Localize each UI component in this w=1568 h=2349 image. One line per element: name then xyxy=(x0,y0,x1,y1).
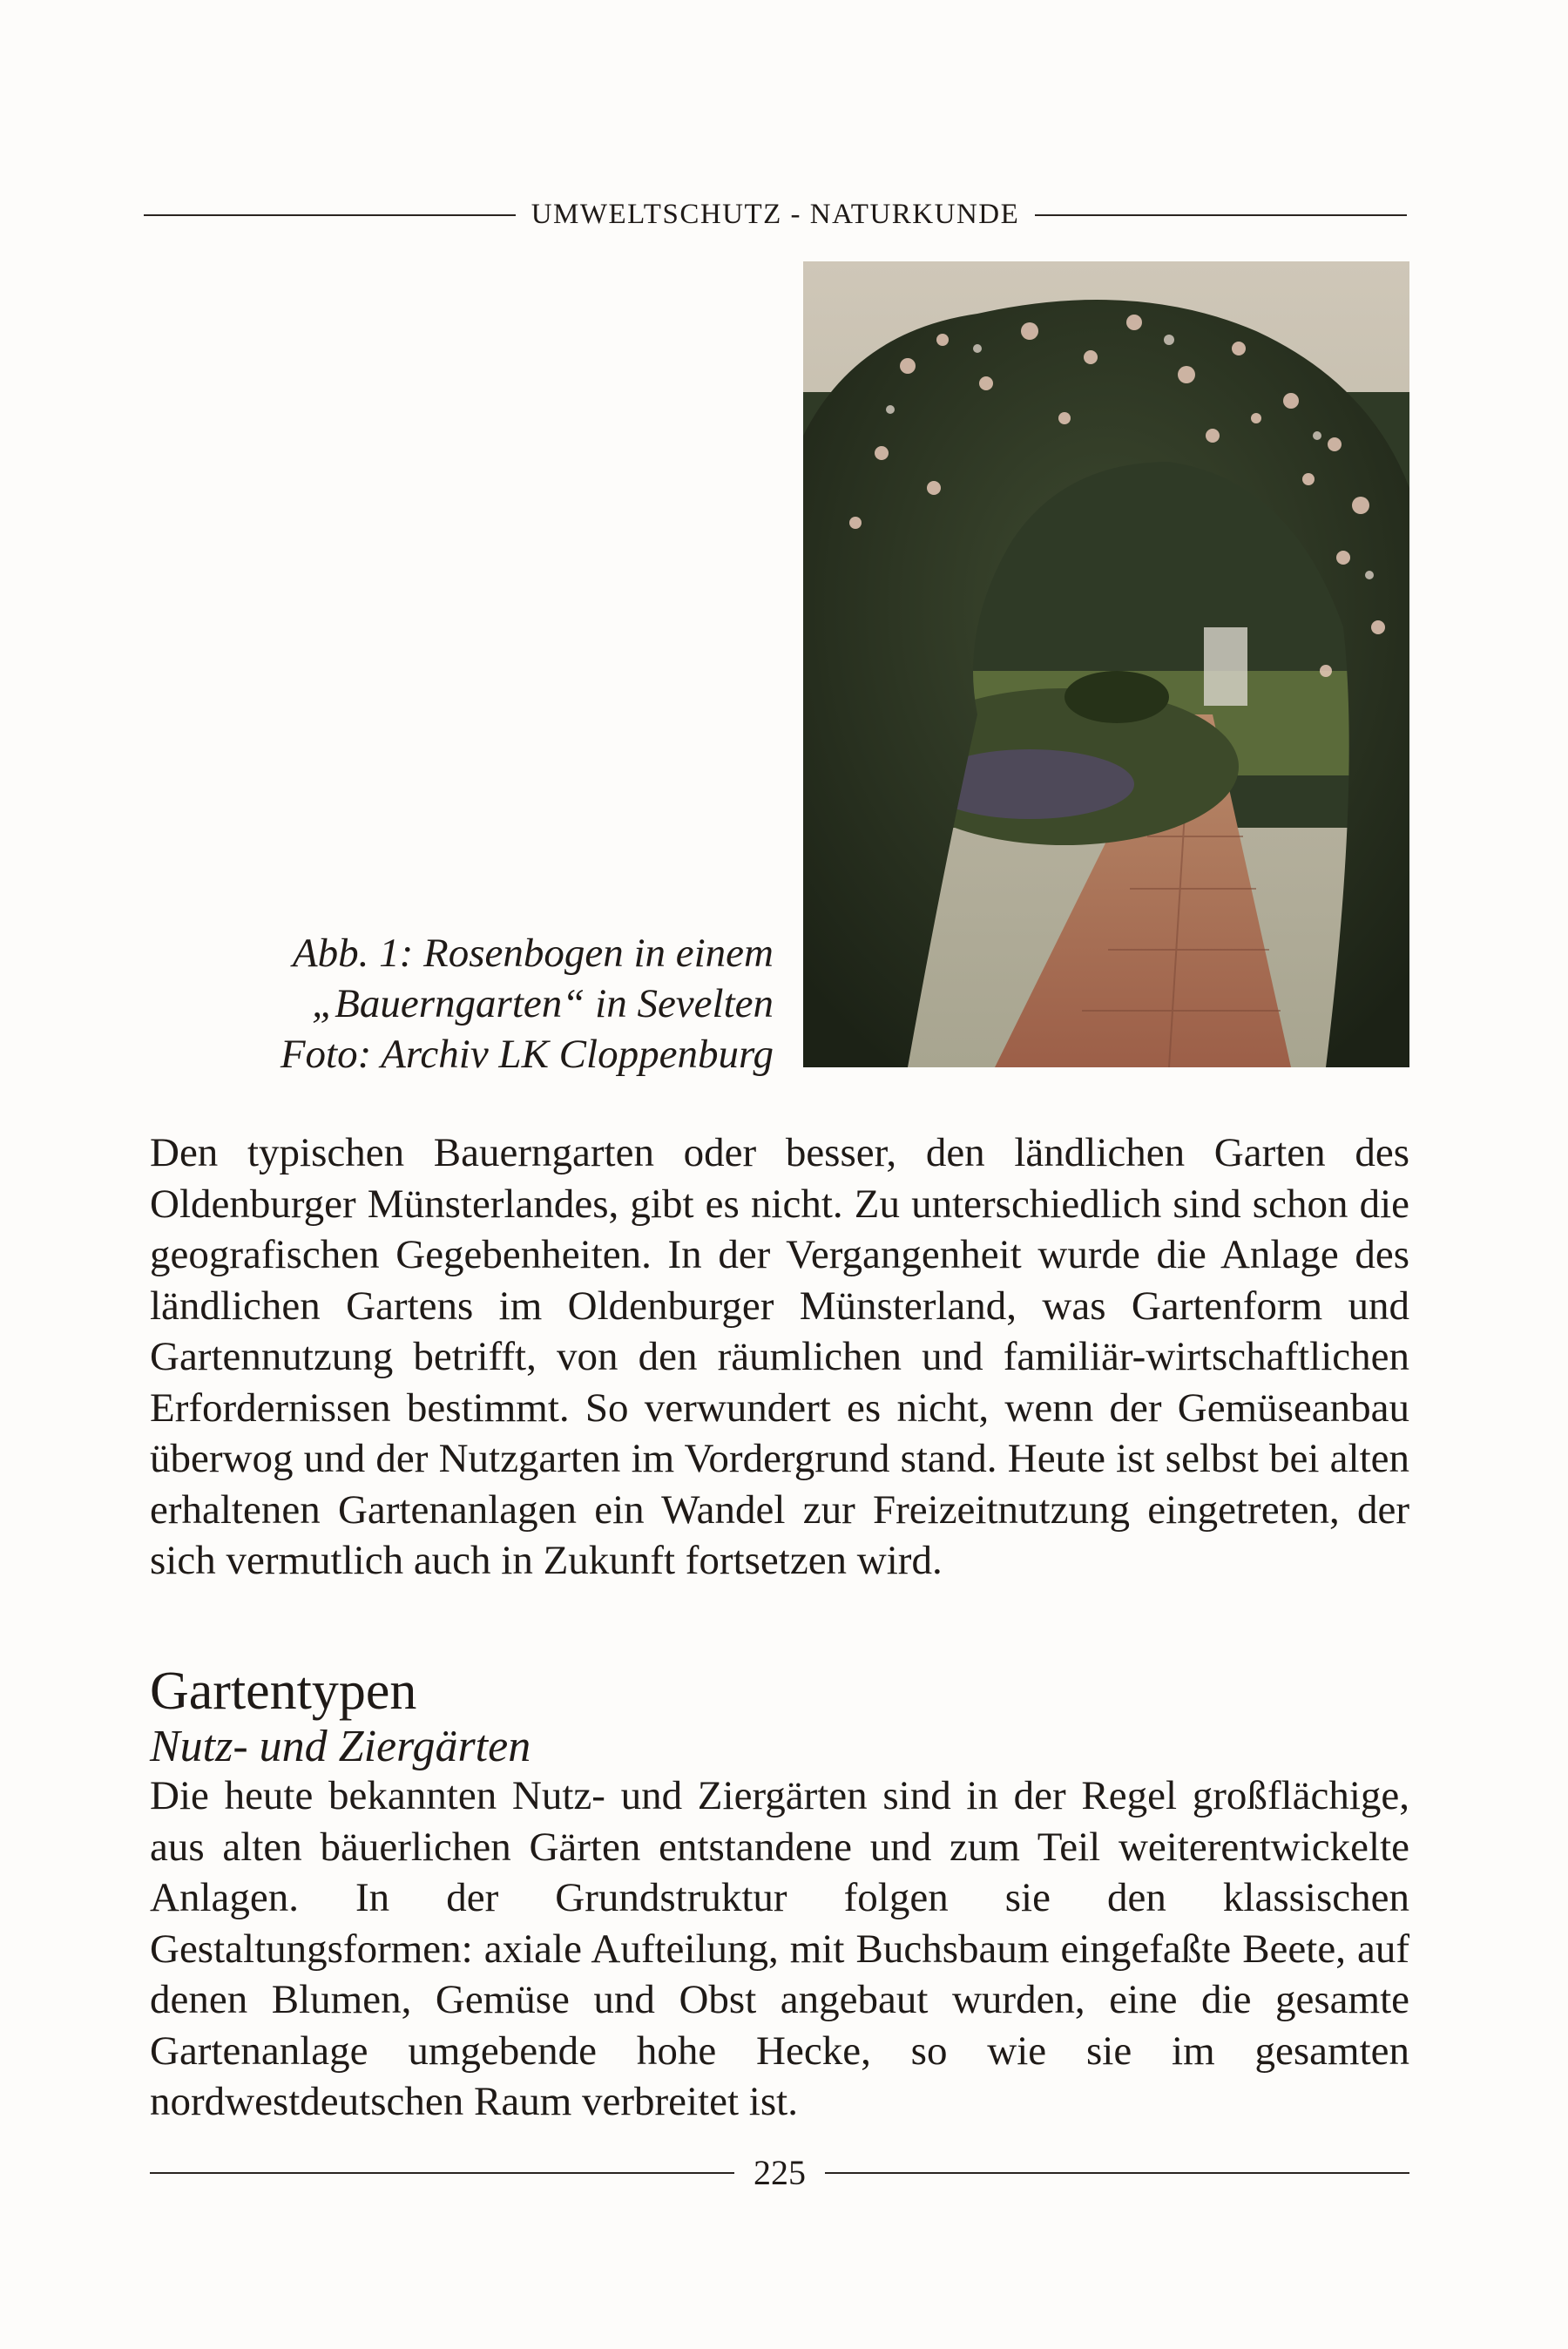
page-number: 225 xyxy=(754,2153,806,2192)
section-subheading: Nutz- und Ziergärten xyxy=(150,1722,531,1771)
header-title: UMWELTSCHUTZ - NATURKUNDE xyxy=(531,199,1020,230)
caption-credit: Foto: Archiv LK Cloppenburg xyxy=(280,1032,774,1077)
rose-arch-photo xyxy=(803,261,1409,1067)
caption-line: „Bauerngarten“ in Sevelten xyxy=(312,981,774,1026)
caption-line: Abb. 1: Rosenbogen in einem xyxy=(292,931,774,976)
section-heading: Gartentypen xyxy=(150,1662,417,1721)
header-rule-left xyxy=(144,214,516,216)
footer-rule-left xyxy=(150,2172,734,2174)
intro-paragraph: Den typischen Bauerngarten oder besser, den ländlichen Garten des Oldenburger Münsterlandes, gibt es nicht. Zu unterschiedlich sind schon die geografischen Gegebenheiten. In der Vergangenheit wurde die Anlage des ländlichen Gartens im Oldenburger Münsterland, was Gartenform und Gartennutzung betrifft, von den räumlichen und familiär-wirtschaftlichen Erfordernissen bestimmt. So verwundert es nicht, wenn der Gemüseanbau überwog und der Nutzgarten im Vordergrund stand. Heute ist selbst bei alten erhaltenen Gartenanlagen ein Wandel zur Freizeitnutzung eingetreten, der sich vermutlich auch in Zukunft fortsetzen wird. xyxy=(150,1130,1409,1583)
section-paragraph: Die heute bekannten Nutz- und Ziergärten sind in der Regel großflächige, aus alten bäuerlichen Gärten entstandene und zum Teil weiterentwickelte Anlagen. In der Grundstruktur folgen sie den klassischen Gestaltungsformen: axiale Aufteilung, mit Buchsbaum eingefaßte Beete, auf denen Blumen, Gemüse und Obst angebaut wurden, eine die gesamte Gartenanlage umgebende hohe Hecke, so wie sie im gesamten nordwestdeutschen Raum verbreitet ist. xyxy=(150,1773,1409,2124)
running-header xyxy=(144,199,1407,231)
page-footer xyxy=(150,2152,1409,2193)
footer-rule-right xyxy=(825,2172,1409,2174)
garden-photo-illustration xyxy=(803,261,1409,1067)
header-rule-right xyxy=(1035,214,1407,216)
figure-caption xyxy=(164,928,774,1080)
